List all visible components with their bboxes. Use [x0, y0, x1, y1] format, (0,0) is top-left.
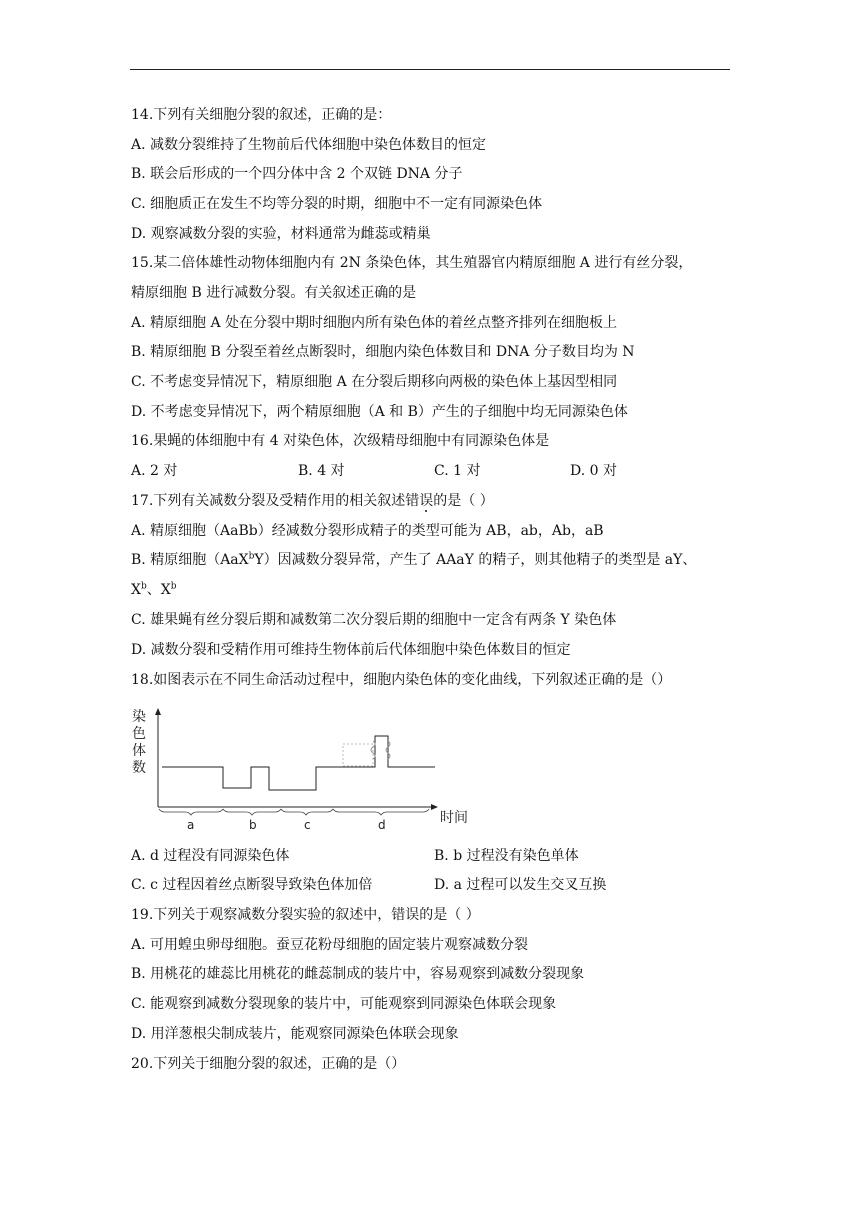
q16-option-a: A. 2 对: [131, 463, 178, 479]
q15-stem-line1: 15.某二倍体雄性动物体细胞内有 2N 条染色体，其生殖器官内精原细胞 A 进行有丝分裂，: [131, 255, 693, 271]
q20-stem: 20.下列关于细胞分裂的叙述，正确的是（）: [131, 1056, 406, 1072]
xlabel: 时间: [440, 810, 468, 826]
q14-stem: 14.下列有关细胞分裂的叙述，正确的是：: [131, 107, 392, 123]
q15-option-b: B. 精原细胞 B 分裂至着丝点断裂时，细胞内染色体数目和 DNA 分子数目均为 N: [131, 344, 635, 360]
ylabel-char-3: 体: [132, 743, 146, 759]
segment-brace-c: [281, 809, 333, 815]
q17-option-a: A. 精原细胞（AaBb）经减数分裂形成精子的类型可能为 AB，ab，Ab，aB: [131, 523, 604, 539]
q17-option-b: [131, 550, 696, 570]
ylabel-char-2: 色: [132, 726, 146, 742]
q16-stem: 16.果蝇的体细胞中有 4 对染色体，次级精母细胞中有同源染色体是: [131, 433, 550, 449]
q18-option-b: B. b 过程没有染色单体: [434, 848, 579, 864]
segment-label-a: a: [187, 818, 195, 832]
q17-option-d: D. 减数分裂和受精作用可维持生物体前后代体细胞中染色体数目的恒定: [131, 642, 571, 658]
chromosome-curve: [162, 736, 435, 790]
q17-option-b-x1: X: [131, 582, 141, 598]
ylabel-char-4: 数: [132, 760, 146, 776]
q15-stem-line2: 精原细胞 B 进行减数分裂。有关叙述正确的是: [131, 285, 417, 301]
q15-option-a: A. 精原细胞 A 处在分裂中期时细胞内所有染色体的着丝点整齐排列在细胞板上: [131, 315, 618, 331]
q17-stem-pre: 17.下列有关减数分裂及受精作用的相关叙述错: [131, 493, 420, 509]
segment-brace-a: [159, 809, 223, 815]
q16-option-d: D. 0 对: [570, 463, 617, 479]
q17-stem-post: 的是（ ）: [433, 493, 494, 509]
q19-option-d: D. 用洋葱根尖制成装片，能观察同源染色体联会现象: [131, 1026, 459, 1042]
header-rule: [130, 69, 730, 70]
q17-option-b-sup: b: [248, 551, 255, 562]
segment-label-d: d: [378, 818, 386, 832]
q17-stem-emphasis: 误: [419, 493, 434, 509]
q17-option-b-x2-sup: b: [170, 581, 177, 592]
q17-option-b-pre: B. 精原细胞（AaX: [131, 552, 249, 568]
q17-option-b-sep: 、X: [146, 582, 171, 598]
q16-option-b: B. 4 对: [298, 463, 345, 479]
q17-option-b-x1-sup: b: [140, 581, 147, 592]
q17-option-b-cont: [131, 580, 176, 600]
q15-option-c: C. 不考虑变异情况下，精原细胞 A 在分裂后期移向两极的染色体上基因型相同: [131, 374, 618, 390]
q19-option-c: C. 能观察到减数分裂现象的装片中，可能观察到同源染色体联会现象: [131, 996, 557, 1012]
q18-stem: 18.如图表示在不同生命活动过程中，细胞内染色体的变化曲线，下列叙述正确的是（）: [131, 672, 672, 688]
q18-option-c: C. c 过程因着丝点断裂导致染色体加倍: [131, 877, 373, 893]
q19-stem: 19.下列关于观察减数分裂实验的叙述中，错误的是（ ）: [131, 907, 480, 923]
q17-option-c: C. 雄果蝇有丝分裂后期和减数第二次分裂后期的细胞中一定含有两条 Y 染色体: [131, 612, 617, 628]
q14-option-b: B. 联会后形成的一个四分体中含 2 个双链 DNA 分子: [131, 166, 463, 182]
y-axis-arrow: [155, 708, 161, 715]
q18-option-a: A. d 过程没有同源染色体: [131, 848, 290, 864]
segment-label-b: b: [249, 818, 257, 832]
q17-option-b-post: Y）因减数分裂异常，产生了 AAaY 的精子，则其他精子的类型是 aY、: [254, 552, 697, 568]
segment-brace-d: [333, 809, 429, 815]
segment-brace-b: [223, 809, 281, 815]
chromosome-graph: [130, 705, 480, 835]
q19-option-a: A. 可用蝗虫卵母细胞。蚕豆花粉母细胞的固定装片观察减数分裂: [131, 937, 529, 953]
q19-option-b: B. 用桃花的雄蕊比用桃花的雌蕊制成的装片中，容易观察到减数分裂现象: [131, 966, 585, 982]
ylabel-char-1: 染: [132, 709, 146, 725]
segment-label-c: c: [304, 818, 311, 832]
x-axis-arrow: [431, 804, 438, 810]
q18-option-d: D. a 过程可以发生交叉互换: [434, 877, 607, 893]
q17-stem: [131, 491, 494, 511]
q15-option-d: D. 不考虑变异情况下，两个精原细胞（A 和 B）产生的子细胞中均无同源染色体: [131, 404, 628, 420]
q14-option-d: D. 观察减数分裂的实验，材料通常为雌蕊或精巢: [131, 226, 431, 242]
q14-option-c: C. 细胞质正在发生不均等分裂的时期，细胞中不一定有同源染色体: [131, 196, 543, 212]
q14-option-a: A. 减数分裂维持了生物前后代体细胞中染色体数目的恒定: [131, 137, 487, 153]
q16-option-c: C. 1 对: [434, 463, 481, 479]
residue-mark: [343, 744, 373, 766]
